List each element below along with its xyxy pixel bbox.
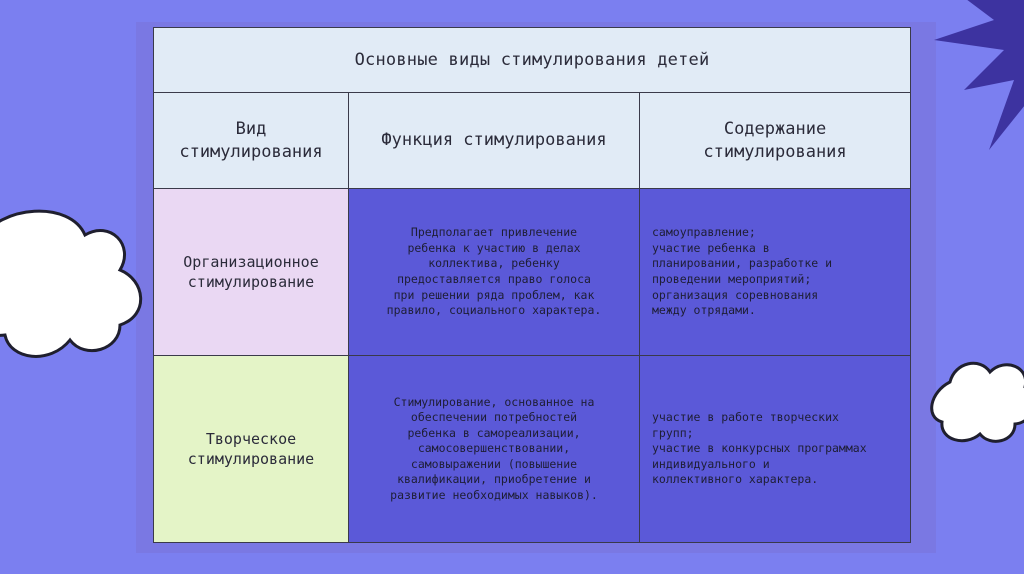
content-line: участие в конкурсных программах [652,441,867,456]
function-line: правило, социального характера. [386,303,602,318]
leaf-decoration-icon [894,0,1024,180]
function-line: при решении ряда проблем, как [393,287,595,302]
function-line: самосовершенствовании, [417,441,571,456]
header-type [154,93,349,189]
header-content-line1: Содержание [723,118,827,139]
header-type-line1: Вид [235,118,267,139]
header-type-line2: стимулирования [179,141,323,162]
content-line: планировании, разработке и [652,256,833,271]
content-line: индивидуального и [652,456,770,471]
small-cloud-decoration-icon [930,352,1024,452]
content-line: проведении мероприятий; [652,272,812,286]
header-content [640,93,911,189]
function-line: ребенка в самореализации, [407,425,581,440]
table-title: Основные виды стимулирования детей [154,28,911,93]
header-content-line2: стимулирования [703,141,847,162]
function-line: квалификации, приобретение и [397,472,591,487]
row-type-creative [154,356,349,543]
row-type-organizational [154,189,349,356]
table-row [154,356,911,543]
function-line: самовыражении (повышение [410,456,578,471]
function-line: коллектива, ребенку [428,256,560,271]
cloud-decoration-icon [0,200,160,370]
row-content-organizational [640,189,911,356]
function-line: Предполагает привлечение [410,225,578,240]
function-line: обеспечении потребностей [410,410,578,425]
row-type-line2: стимулирование [187,450,315,468]
content-line: организация соревнования [652,287,819,302]
row-function-organizational [349,189,640,356]
row-type-line1: Творческое [205,429,297,448]
row-content-creative [640,356,911,543]
content-line: между отрядами. [652,303,756,318]
content-line: групп; [652,425,694,440]
function-line: развитие необходимых навыков). [390,487,598,502]
content-line: самоуправление; [652,225,756,240]
content-line: участие ребенка в [652,240,770,255]
content-line: участие в работе творческих [652,410,839,425]
function-line: Стимулирование, основанное на [393,394,595,409]
table-row [154,189,911,356]
row-function-creative [349,356,640,543]
row-type-line1: Организационное [183,252,319,271]
row-type-line2: стимулирование [187,273,315,291]
content-line: коллективного характера. [652,472,819,487]
stimulation-types-table [153,27,911,543]
header-function: Функция стимулирования [349,93,640,189]
function-line: предоставляется право голоса [397,272,591,286]
function-line: ребенка к участию в делах [407,240,581,255]
